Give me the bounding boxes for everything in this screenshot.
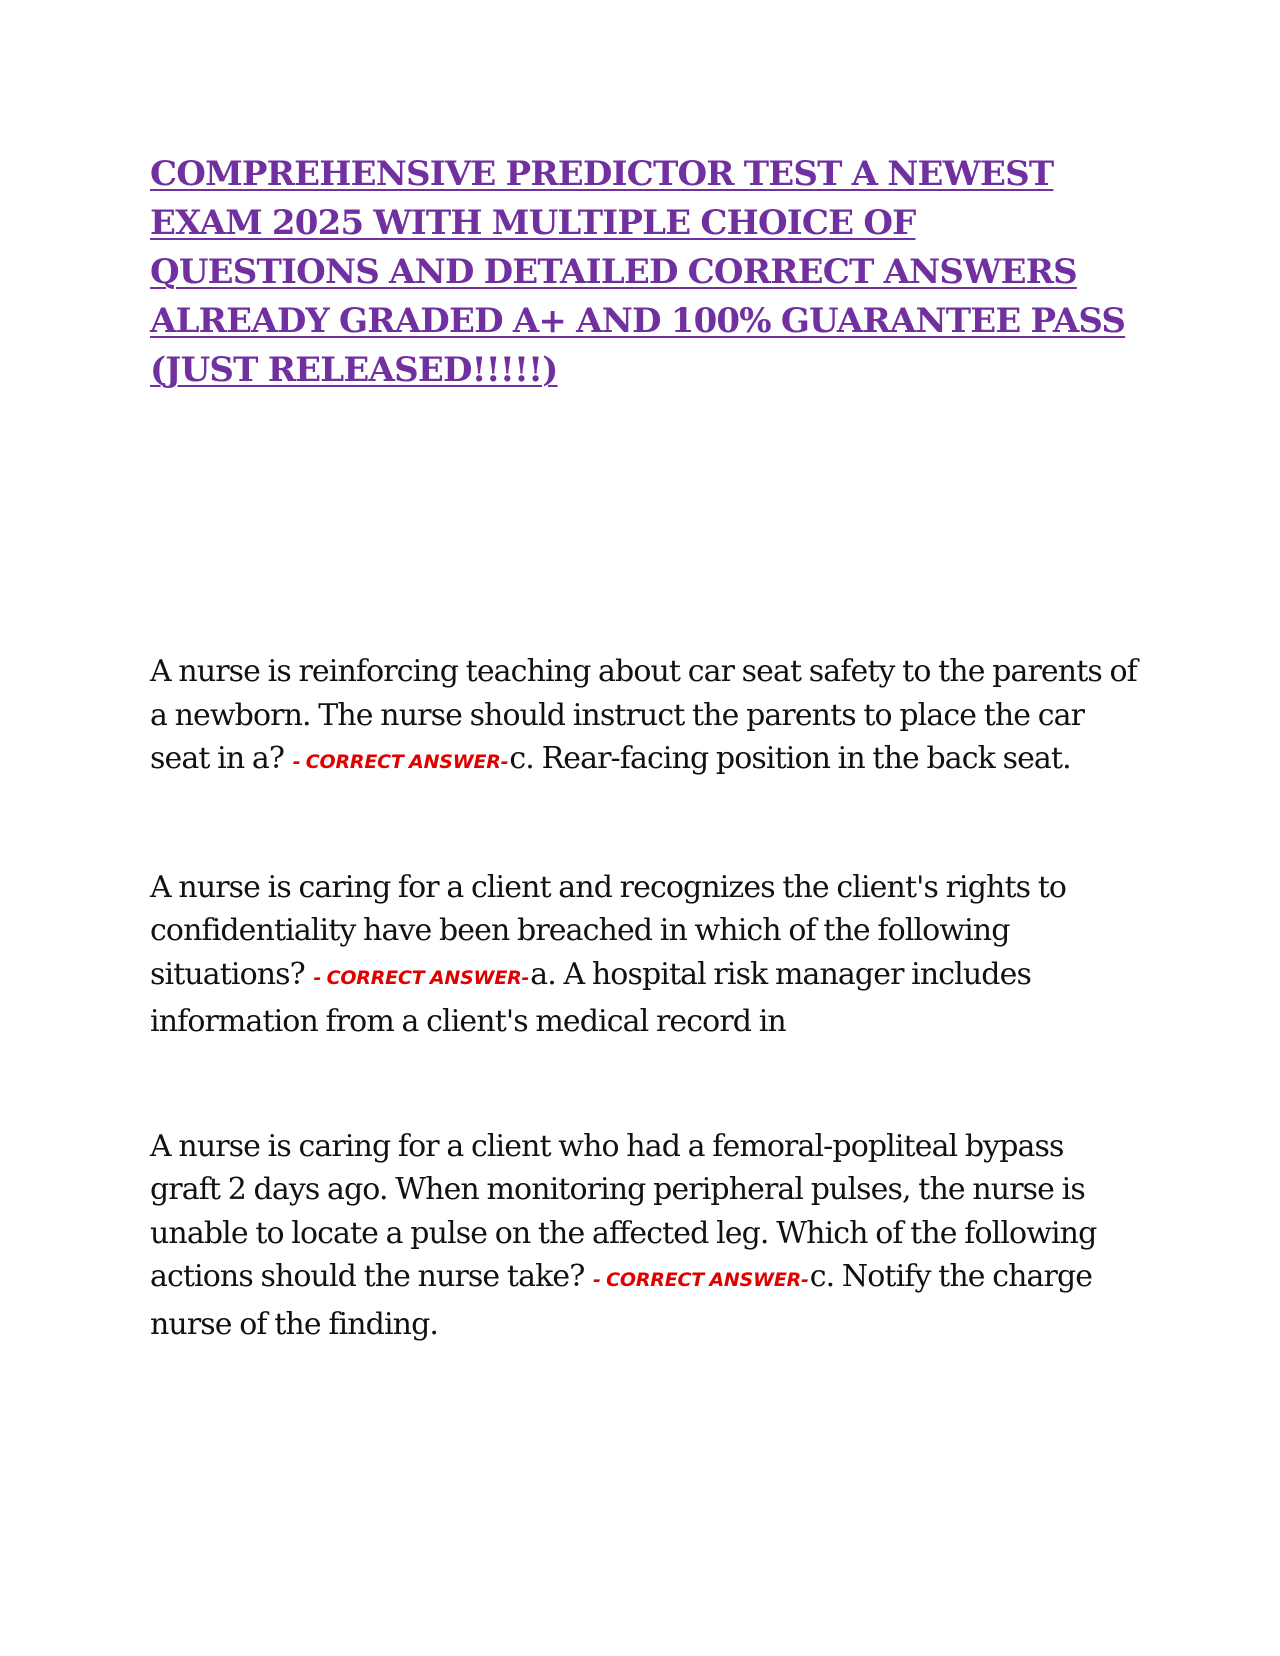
- document-header: [150, 150, 1140, 395]
- answer-text: c. Notify the charge nurse of the finding.: [150, 1259, 1093, 1342]
- correct-answer-label: - CORRECT ANSWER-: [593, 1269, 809, 1291]
- question-text: A nurse is reinforcing teaching about car seat safety to the parents of a newborn. The nurse should instruct the parents to place the car seat in a?: [150, 654, 1137, 776]
- question-list: [150, 650, 1140, 1427]
- question-item: [150, 1125, 1140, 1347]
- answer-text: c. Rear-facing position in the back seat.: [509, 741, 1071, 776]
- correct-answer-label: - CORRECT ANSWER-: [313, 966, 530, 989]
- question-text: A nurse is caring for a client and recognizes the client's rights to confidentiality have been breached in which of the following situations?: [150, 869, 1067, 992]
- question-text: A nurse is caring for a client who had a femoral-popliteal bypass graft 2 days ago. When monitoring peripheral pulses, the nurse is unable to locate a pulse on the affected leg. Which of the following actions should the nurse take?: [150, 1128, 1097, 1294]
- answer-text: a. A hospital risk manager includes information from a client's medical record in: [150, 956, 1031, 1039]
- document-title: COMPREHENSIVE PREDICTOR TEST A NEWEST EXAM 2025 WITH MULTIPLE CHOICE OF QUESTIONS AND DETAILED CORRECT ANSWERS ALREADY GRADED A+ AND 100% GUARANTEE PASS (JUST RELEASED!!!!!): [150, 154, 1126, 390]
- question-item: [150, 650, 1140, 785]
- correct-answer-label: - CORRECT ANSWER-: [292, 751, 509, 773]
- question-item: [150, 866, 1140, 1044]
